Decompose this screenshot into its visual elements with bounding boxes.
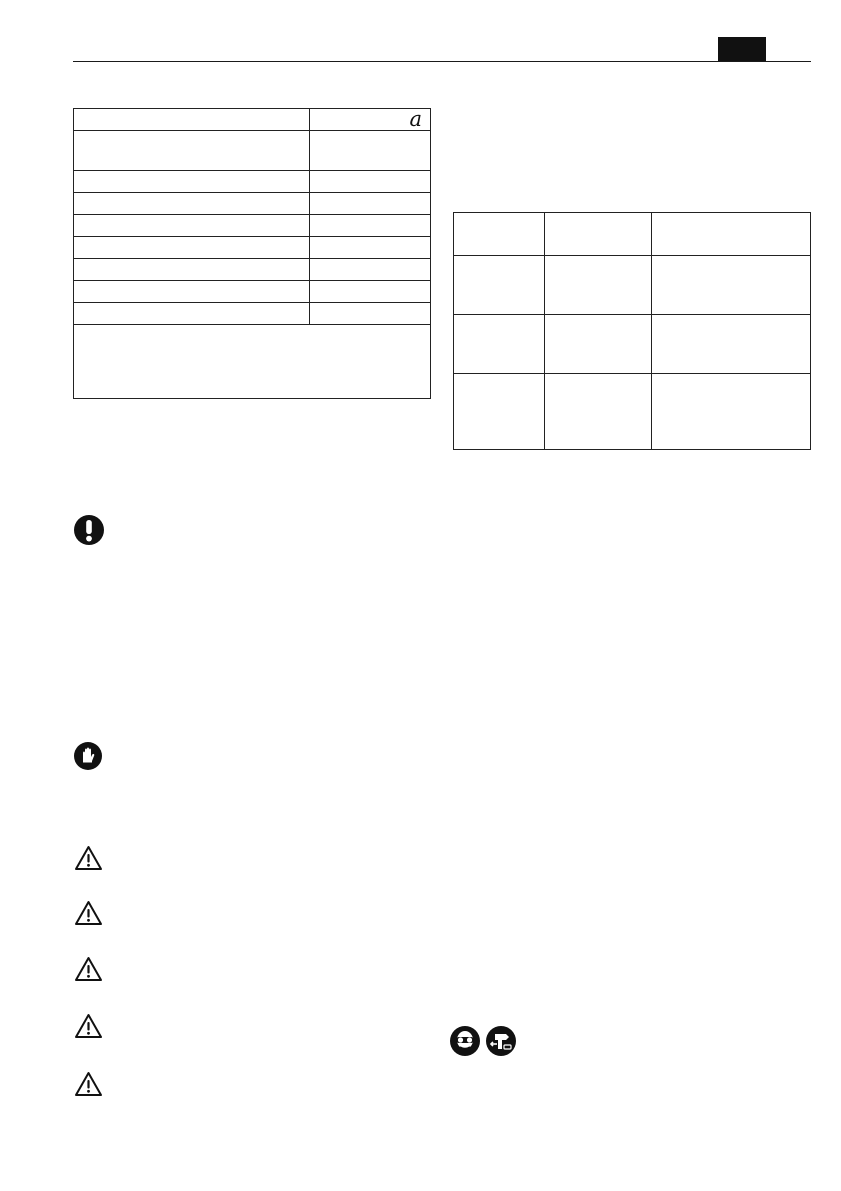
eye-protection-icon bbox=[449, 1025, 481, 1057]
table-row bbox=[74, 281, 431, 303]
table-cell bbox=[310, 193, 431, 215]
table-cell bbox=[74, 259, 310, 281]
table-row bbox=[454, 256, 811, 315]
table-header-cell bbox=[454, 213, 545, 256]
table-cell bbox=[652, 256, 811, 315]
table-row bbox=[74, 171, 431, 193]
table-row bbox=[74, 303, 431, 325]
spec-footer-note bbox=[74, 325, 431, 399]
table-cell bbox=[310, 281, 431, 303]
header-rule bbox=[73, 61, 811, 62]
exclamation-mandatory-icon bbox=[73, 514, 105, 546]
table-row bbox=[74, 193, 431, 215]
unplug-before-work-icon bbox=[485, 1025, 517, 1057]
table-row bbox=[74, 325, 431, 399]
table-cell bbox=[545, 374, 652, 450]
table-cell bbox=[310, 259, 431, 281]
table-cell bbox=[74, 131, 310, 171]
warning-triangle-icon bbox=[74, 845, 103, 871]
table-cell bbox=[545, 315, 652, 374]
protective-gloves-icon bbox=[73, 741, 103, 771]
warning-triangle-icon bbox=[74, 900, 103, 926]
table-cell bbox=[310, 237, 431, 259]
warning-triangle-icon bbox=[74, 1013, 103, 1039]
spec-header-cell bbox=[74, 109, 310, 131]
language-tab bbox=[718, 37, 766, 61]
table-cell bbox=[74, 215, 310, 237]
corner-symbol: a bbox=[409, 107, 422, 131]
table-row bbox=[74, 215, 431, 237]
table-cell bbox=[652, 374, 811, 450]
table-row bbox=[454, 315, 811, 374]
table-row bbox=[74, 131, 431, 171]
warning-triangle-icon bbox=[74, 956, 103, 982]
table-cell bbox=[74, 171, 310, 193]
table-cell bbox=[454, 315, 545, 374]
table-row bbox=[74, 109, 431, 131]
table-cell bbox=[310, 171, 431, 193]
table-cell bbox=[74, 237, 310, 259]
table-header-cell bbox=[652, 213, 811, 256]
table-cell bbox=[652, 315, 811, 374]
table-row bbox=[454, 374, 811, 450]
table-cell bbox=[454, 374, 545, 450]
table-cell bbox=[310, 303, 431, 325]
table-row bbox=[74, 237, 431, 259]
table-row bbox=[454, 213, 811, 256]
table-cell bbox=[310, 215, 431, 237]
table-cell bbox=[74, 281, 310, 303]
warning-triangle-icon bbox=[74, 1071, 103, 1097]
spec-header-symbol-cell bbox=[310, 109, 431, 131]
table-cell bbox=[74, 193, 310, 215]
table-row bbox=[74, 259, 431, 281]
table-cell bbox=[545, 256, 652, 315]
table-header-cell bbox=[545, 213, 652, 256]
table-cell bbox=[454, 256, 545, 315]
table-cell bbox=[74, 303, 310, 325]
table-cell bbox=[310, 131, 431, 171]
spec-table bbox=[73, 108, 431, 399]
comparison-table bbox=[453, 212, 811, 450]
